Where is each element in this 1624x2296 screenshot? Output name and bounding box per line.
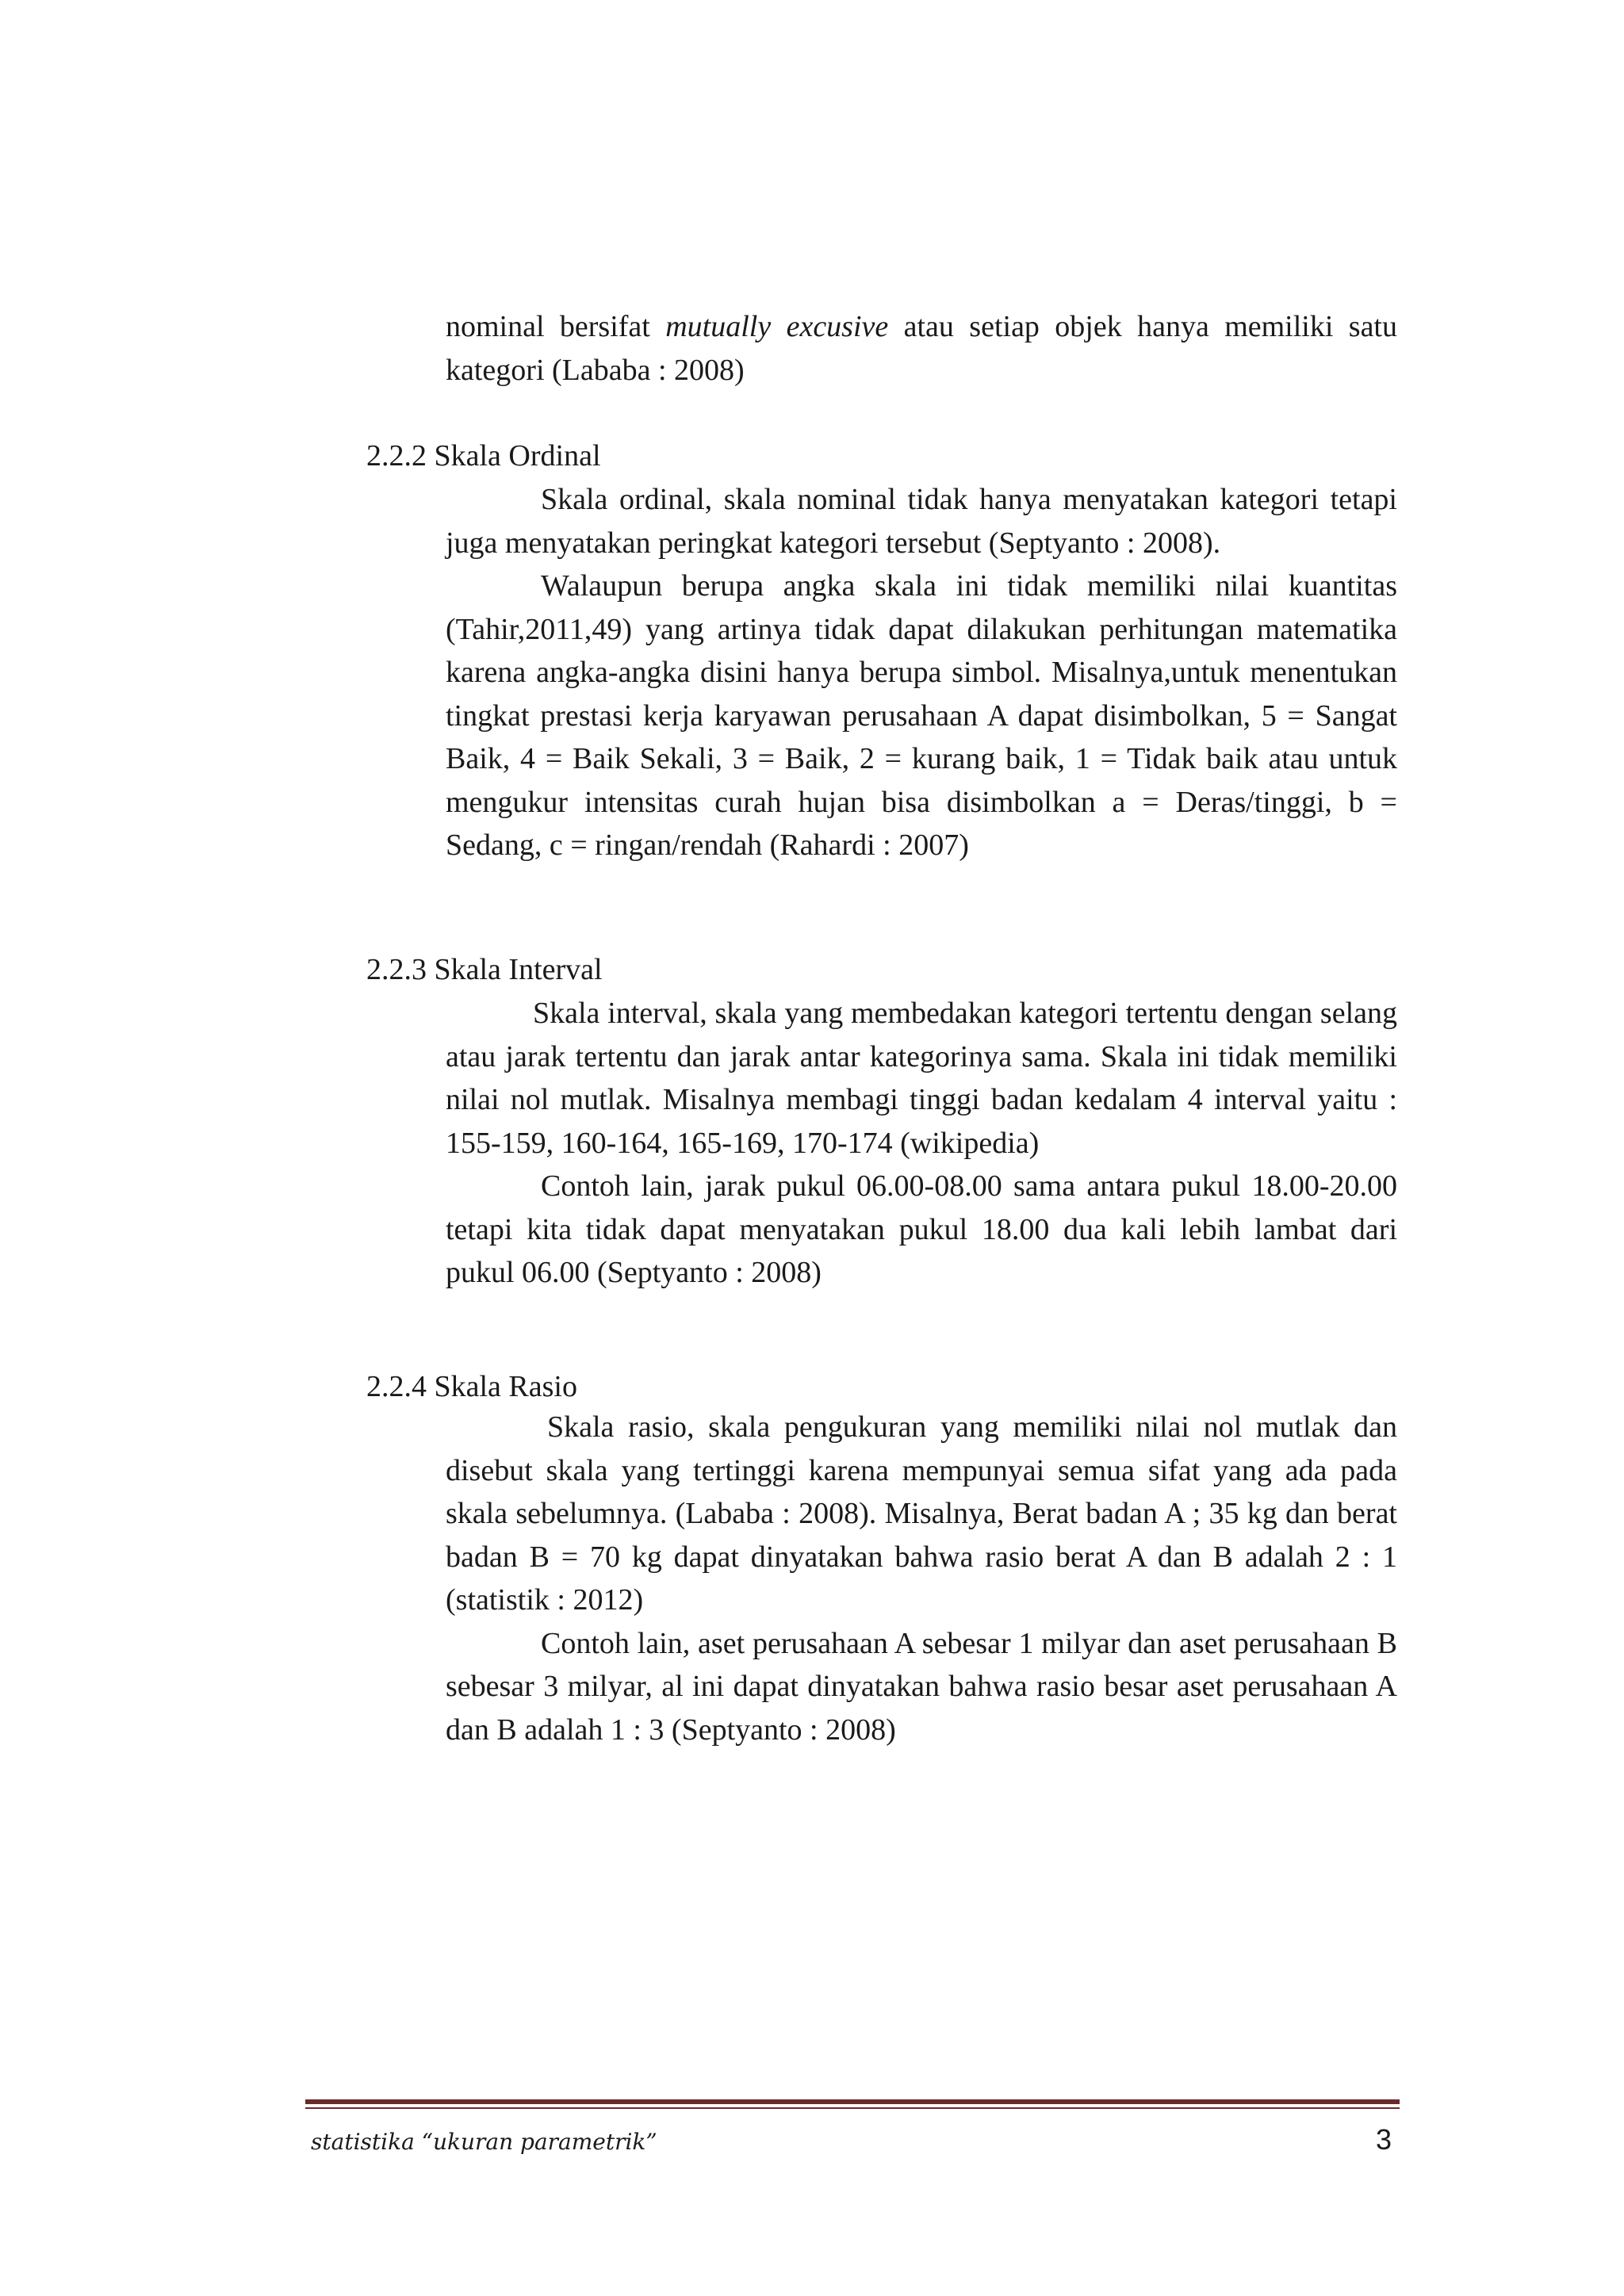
heading-skala-rasio: 2.2.4 Skala Rasio: [366, 1370, 577, 1403]
intro-text-end: atau setiap objek hanya memiliki satu kategori (Lababa : 2008): [446, 310, 1397, 387]
intro-text-start: nominal bersifat: [446, 310, 666, 343]
heading-skala-interval: 2.2.3 Skala Interval: [366, 953, 603, 986]
page-number: 3: [1376, 2123, 1392, 2156]
heading-skala-ordinal: 2.2.2 Skala Ordinal: [366, 439, 601, 473]
footer-title: statistika “ukuran parametrik”: [311, 2129, 657, 2155]
intro-italic-term: mutually excusive: [665, 310, 889, 343]
section-rasio-body: [446, 1406, 1397, 1751]
rasio-paragraph-1: Skala rasio, skala pengukuran yang memiliki nilai nol mutlak dan disebut skala yang tertinggi karena mempunyai semua sifat yang ada pada skala sebelumnya. (Lababa : 2008). Misalnya, Berat badan A ; 35 kg dan berat badan B = 70 kg dapat dinyatakan bahwa rasio berat A dan B adalah 2 : 1 (statistik : 2012): [446, 1410, 1397, 1617]
footer-rule-thin: [305, 2107, 1400, 2109]
section-ordinal-body: [446, 478, 1397, 867]
intro-block: [446, 305, 1397, 392]
section-interval-body: [446, 992, 1397, 1295]
interval-paragraph-2: Contoh lain, jarak pukul 06.00-08.00 sama antara pukul 18.00-20.00 tetapi kita tidak dapat menyatakan pukul 18.00 dua kali lebih lambat dari pukul 06.00 (Septyanto : 2008): [446, 1169, 1397, 1289]
intro-paragraph: [446, 305, 1397, 392]
ordinal-paragraph-2: Walaupun berupa angka skala ini tidak memiliki nilai kuantitas (Tahir,2011,49) yang artinya tidak dapat dilakukan perhitungan matematika karena angka-angka disini hanya berupa simbol. Misalnya,untuk menentukan tingkat prestasi kerja karyawan perusahaan A dapat disimbolkan, 5 = Sangat Baik, 4 = Baik Sekali, 3 = Baik, 2 = kurang baik, 1 = Tidak baik atau untuk mengukur intensitas curah hujan bisa disimbolkan a = Deras/tinggi, b = Sedang, c = ringan/rendah (Rahardi : 2007): [446, 569, 1397, 862]
footer-rule-thick: [305, 2099, 1400, 2104]
ordinal-paragraph-1: Skala ordinal, skala nominal tidak hanya menyatakan kategori tetapi juga menyatakan peringkat kategori tersebut (Septyanto : 2008).: [446, 483, 1397, 560]
rasio-paragraph-2: Contoh lain, aset perusahaan A sebesar 1 milyar dan aset perusahaan B sebesar 3 milyar, al ini dapat dinyatakan bahwa rasio besar aset perusahaan A dan B adalah 1 : 3 (Septyanto : 2008): [446, 1626, 1397, 1747]
interval-paragraph-1: Skala interval, skala yang membedakan kategori tertentu dengan selang atau jarak tertentu dan jarak antar kategorinya sama. Skala ini tidak memiliki nilai nol mutlak. Misalnya membagi tinggi badan kedalam 4 interval yaitu : 155-159, 160-164, 165-169, 170-174 (wikipedia): [446, 997, 1397, 1160]
